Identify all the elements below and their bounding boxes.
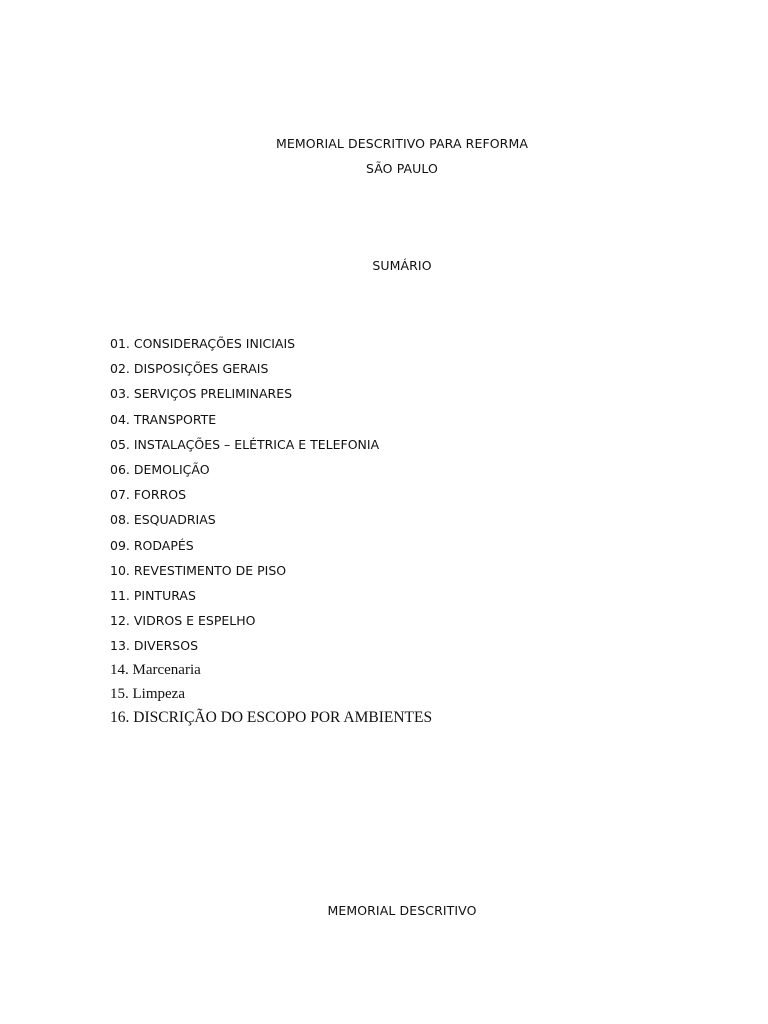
table-of-contents-heading: SUMÁRIO [372,258,432,273]
toc-item: 02. DISPOSIÇÕES GERAIS [110,361,269,377]
toc-item: 12. VIDROS E ESPELHO [110,613,256,629]
toc-item: 10. REVESTIMENTO DE PISO [110,562,287,578]
toc-item: 05. INSTALAÇÕES – ELÉTRICA E TELEFONIA [110,436,380,452]
toc-item: 01. CONSIDERAÇÕES INICIAIS [110,336,296,351]
document-title: MEMORIAL DESCRITIVO PARA REFORMA [275,136,528,151]
toc-item: 11. PINTURAS [110,587,196,603]
toc-item: 07. FORROS [110,487,187,503]
section-heading: MEMORIAL DESCRITIVO [327,903,477,918]
table-of-contents [110,336,432,733]
toc-item: 13. DIVERSOS [110,638,199,654]
toc-item: 09. RODAPÉS [110,537,194,553]
toc-item: 14. Marcenaria [110,662,201,679]
toc-item: 04. TRANSPORTE [110,411,217,427]
toc-item: 16. DISCRIÇÃO DO ESCOPO POR AMBIENTES [110,709,433,727]
toc-item: 03. SERVIÇOS PRELIMINARES [110,386,293,402]
toc-item: 08. ESQUADRIAS [110,512,216,528]
toc-item: 15. Limpeza [110,686,185,703]
document-city: SÃO PAULO [365,161,438,176]
toc-item: 06. DEMOLIÇÃO [110,461,210,477]
